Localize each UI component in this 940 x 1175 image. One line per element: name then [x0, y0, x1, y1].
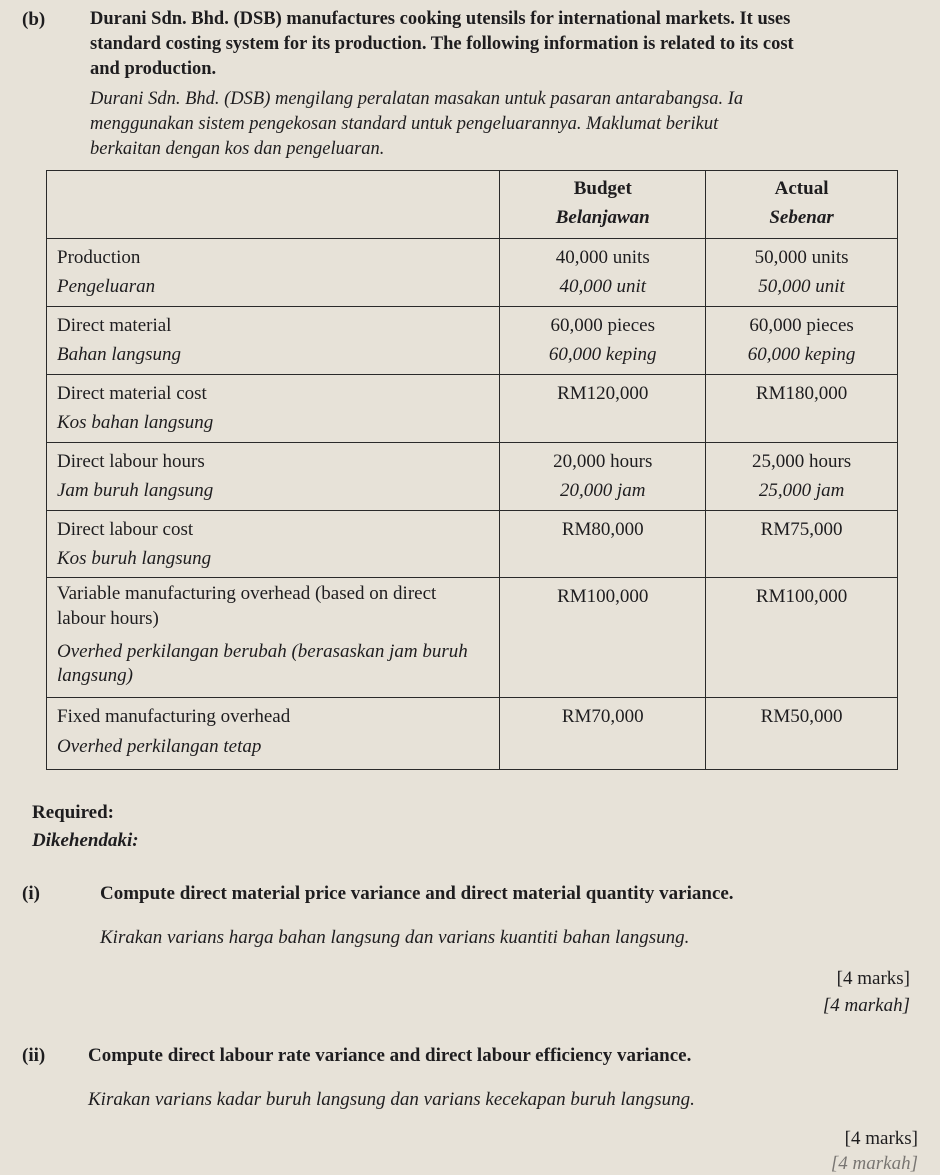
row-label-en: Production — [57, 247, 141, 268]
row-label-ms: Kos bahan langsung — [57, 412, 214, 434]
budget-cell — [500, 374, 706, 442]
budget-cell — [500, 306, 706, 374]
table-header-budget — [500, 171, 706, 239]
table-header-empty — [47, 171, 500, 239]
table-row — [47, 510, 898, 578]
row-label-ms: Bahan langsung — [57, 344, 182, 366]
actual-header-ms: Sebenar — [769, 207, 834, 229]
question-ii-marks-en: [4 marks] — [844, 1128, 918, 1149]
table-row — [47, 374, 898, 442]
row-label — [47, 374, 500, 442]
intro-en-line-1: Durani Sdn. Bhd. (DSB) manufactures cooking utensils for international markets. It uses — [90, 9, 791, 29]
row-label — [47, 510, 500, 578]
question-ii-label: (ii) — [22, 1045, 46, 1066]
actual-value-en: 50,000 units — [754, 247, 849, 268]
actual-value-ms: 50,000 unit — [758, 276, 845, 298]
row-label — [47, 239, 500, 307]
budget-cell — [500, 442, 706, 510]
table-header-actual — [706, 171, 898, 239]
row-label-ms: Overhed perkilangan berubah (berasaskan jam buruh langsung) — [57, 640, 468, 687]
question-label-b: (b) — [22, 9, 46, 30]
required-heading-ms: Dikehendaki: — [32, 830, 139, 851]
table-row — [47, 239, 898, 307]
budget-cell — [500, 578, 706, 698]
budget-value-ms: 20,000 jam — [559, 480, 646, 502]
budget-value-en: 40,000 units — [555, 247, 650, 268]
budget-value-ms: 60,000 keping — [548, 344, 657, 366]
intro-en-line-3: and production. — [90, 59, 217, 79]
table-row — [47, 578, 898, 698]
budget-cell — [500, 510, 706, 578]
actual-value-en: RM100,000 — [755, 586, 848, 608]
actual-value-en: RM50,000 — [760, 706, 843, 728]
actual-value-en: RM75,000 — [760, 518, 843, 540]
row-label-en: Direct labour hours — [57, 450, 205, 472]
actual-value-en: RM180,000 — [755, 382, 848, 404]
budget-header-en: Budget — [573, 178, 632, 199]
row-label — [47, 306, 500, 374]
actual-value-ms: 60,000 keping — [747, 344, 856, 366]
question-i-label: (i) — [22, 883, 40, 904]
budget-value-en: RM120,000 — [557, 382, 649, 404]
budget-value-ms: 40,000 unit — [559, 276, 647, 298]
actual-cell — [706, 374, 898, 442]
actual-header-en: Actual — [774, 178, 829, 199]
intro-ms-line-1: Durani Sdn. Bhd. (DSB) mengilang peralatan masakan untuk pasaran antarabangsa. Ia — [90, 89, 744, 109]
row-label-ms: Kos buruh langsung — [57, 547, 212, 569]
intro-ms-line-3: berkaitan dengan kos dan pengeluaran. — [90, 139, 385, 159]
row-label — [47, 578, 500, 698]
actual-cell — [706, 239, 898, 307]
actual-value-en: 60,000 pieces — [749, 314, 854, 336]
budget-value-en: RM70,000 — [561, 706, 644, 728]
budget-header-ms: Belanjawan — [555, 207, 650, 229]
row-label-en: Fixed manufacturing overhead — [57, 706, 291, 728]
question-i-ms: Kirakan varians harga bahan langsung dan varians kuantiti bahan langsung. — [100, 927, 690, 948]
budget-value-en: 60,000 pieces — [550, 314, 655, 336]
table-row — [47, 442, 898, 510]
intro-ms-line-2: menggunakan sistem pengekosan standard untuk pengeluarannya. Maklumat berikut — [90, 114, 719, 134]
actual-cell — [706, 442, 898, 510]
question-i-marks-en: [4 marks] — [836, 968, 910, 989]
required-heading-en: Required: — [32, 802, 114, 823]
table-header-row — [47, 171, 898, 239]
budget-value-en: RM100,000 — [557, 586, 649, 608]
actual-cell — [706, 578, 898, 698]
table-row — [47, 306, 898, 374]
question-ii-ms: Kirakan varians kadar buruh langsung dan varians kecekapan buruh langsung. — [88, 1089, 695, 1110]
actual-cell — [706, 306, 898, 374]
cost-production-table — [46, 170, 898, 770]
intro-en-line-2: standard costing system for its production. The following information is related to its cost — [90, 34, 794, 54]
row-label-ms: Overhed perkilangan tetap — [57, 735, 262, 757]
table-row — [47, 698, 898, 770]
question-ii-en: Compute direct labour rate variance and direct labour efficiency variance. — [88, 1045, 692, 1066]
budget-cell — [500, 239, 706, 307]
actual-cell — [706, 510, 898, 578]
row-label-ms: Pengeluaran — [57, 276, 156, 298]
budget-value-en: 20,000 hours — [553, 450, 653, 472]
row-label-en: Direct material cost — [57, 382, 207, 404]
question-ii-marks-ms: [4 markah] — [830, 1153, 918, 1174]
row-label-en: Direct material — [57, 314, 172, 336]
question-i-en: Compute direct material price variance and direct material quantity variance. — [100, 883, 734, 904]
row-label-en: Variable manufacturing overhead (based on direct labour hours) — [57, 583, 437, 630]
budget-value-en: RM80,000 — [561, 518, 644, 540]
actual-cell — [706, 698, 898, 770]
row-label-en: Direct labour cost — [57, 518, 194, 540]
row-label — [47, 442, 500, 510]
budget-cell — [500, 698, 706, 770]
question-i-marks-ms: [4 markah] — [822, 995, 910, 1016]
row-label-ms: Jam buruh langsung — [57, 480, 214, 502]
row-label — [47, 698, 500, 770]
actual-value-en: 25,000 hours — [751, 450, 852, 472]
actual-value-ms: 25,000 jam — [758, 480, 845, 502]
